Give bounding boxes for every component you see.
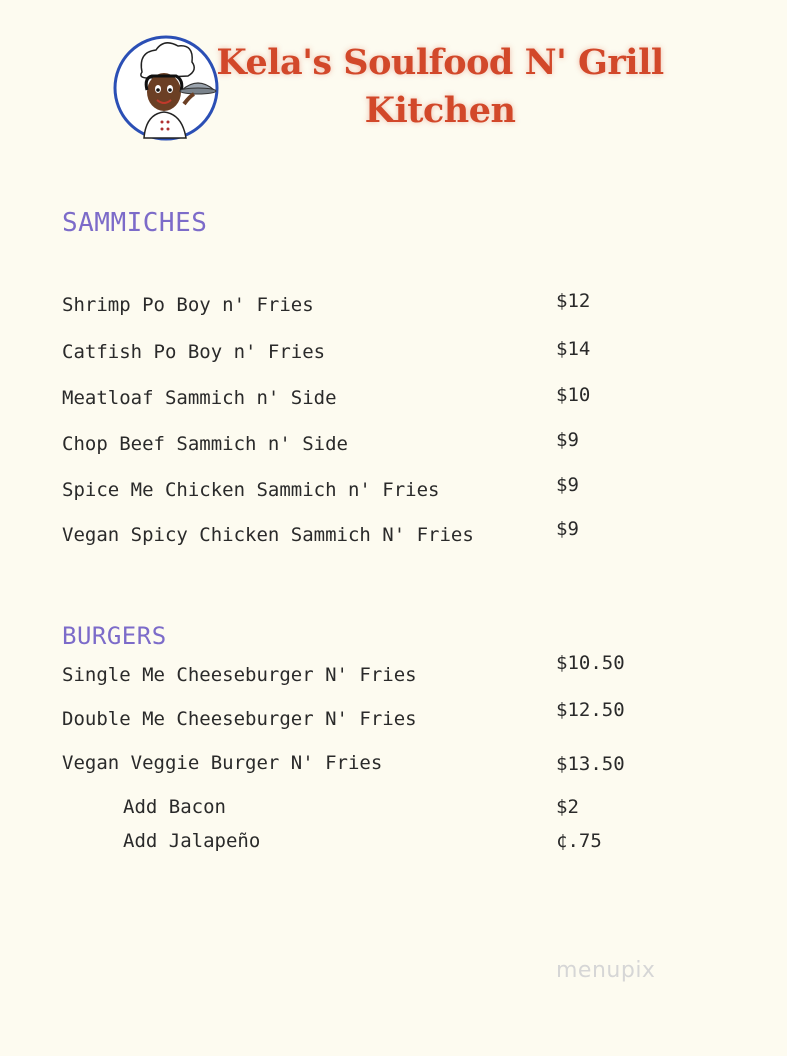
section-heading-burgers: BURGERS [62,622,167,650]
menu-item-name: Catfish Po Boy n' Fries [62,341,326,363]
menu-item-name: Double Me Cheeseburger N' Fries [62,708,417,730]
menu-item-name: Meatloaf Sammich n' Side [62,387,337,409]
menu-item-price: $9 [556,474,579,496]
menu-item-name: Spice Me Chicken Sammich n' Fries [62,479,440,501]
menu-item-price: $13.50 [556,753,625,775]
menu-item-name: Chop Beef Sammich n' Side [62,433,348,455]
watermark: menupix [556,958,656,983]
menu-item-price: $9 [556,518,579,540]
menu-item-name: Vegan Veggie Burger N' Fries [62,752,383,774]
section-heading-sammiches: SAMMICHES [62,208,208,238]
chef-logo-icon [112,34,220,142]
menu-item-price: $14 [556,338,591,360]
restaurant-name: Kela's Soulfood N' Grill [216,42,664,83]
addon-item-price: ¢.75 [556,830,602,852]
menu-item-price: $12 [556,290,591,312]
menu-item-name: Shrimp Po Boy n' Fries [62,294,314,316]
menu-item-name: Vegan Spicy Chicken Sammich N' Fries [62,524,474,546]
menu-item-price: $9 [556,429,579,451]
menu-item-price: $10 [556,384,591,406]
menu-item-name: Single Me Cheeseburger N' Fries [62,664,417,686]
menu-item-price: $10.50 [556,652,625,674]
restaurant-name-line2: Kitchen [364,90,516,131]
menu-item-price: $12.50 [556,699,625,721]
addon-item-name: Add Jalapeño [123,830,261,852]
addon-item-name: Add Bacon [123,796,226,818]
addon-item-price: $2 [556,796,579,818]
